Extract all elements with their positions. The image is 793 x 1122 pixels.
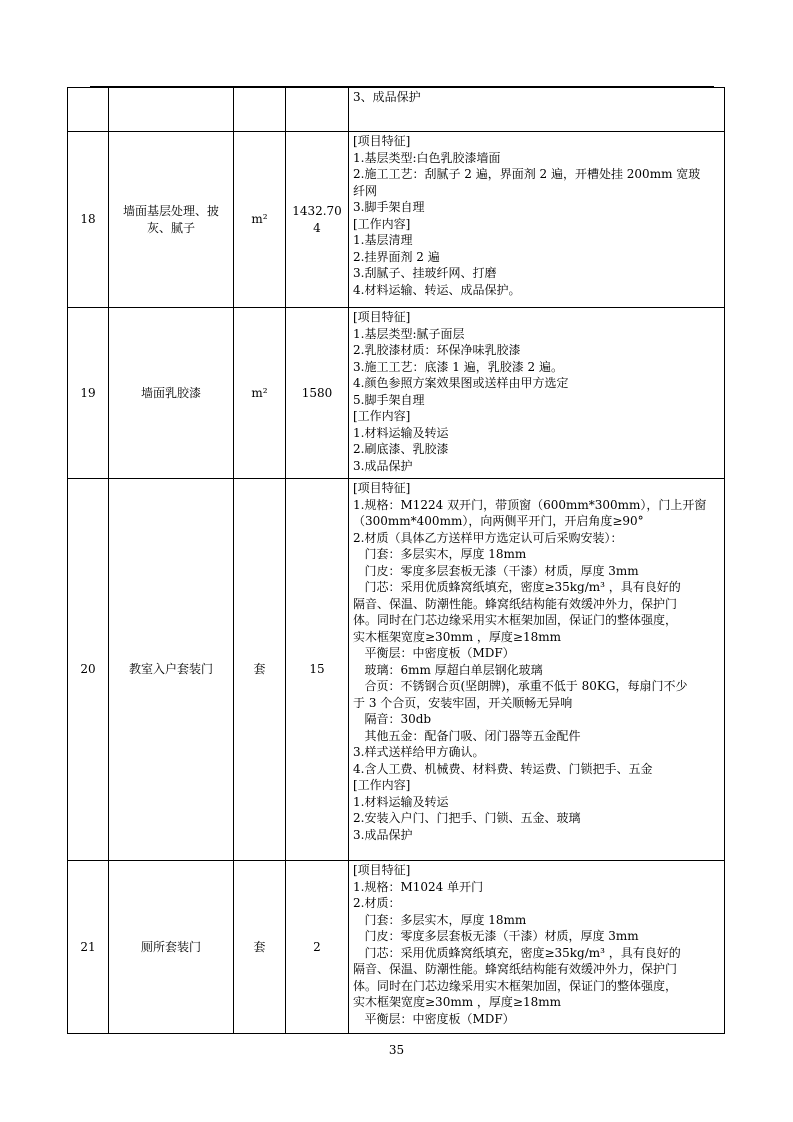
unit-cell: 套 bbox=[234, 861, 286, 1034]
description-line: 2.乳胶漆材质：环保净味乳胶漆 bbox=[353, 343, 521, 357]
description-cell bbox=[349, 132, 725, 308]
description-line: 隔音、保温、防潮性能。蜂窝纸结构能有效缓冲外力，保护门 bbox=[353, 596, 678, 611]
unit-cell: m² bbox=[234, 308, 286, 479]
table-row bbox=[68, 132, 725, 308]
description-line: 3.施工工艺：底漆 1 遍，乳胶漆 2 遍。 bbox=[353, 359, 563, 374]
item-name-cell bbox=[109, 88, 234, 132]
description-cell bbox=[349, 479, 725, 861]
description-line: 2.刷底漆、乳胶漆 bbox=[353, 442, 449, 456]
description-line: 4.颜色参照方案效果图或送样由甲方选定 bbox=[353, 376, 569, 390]
description-line: [项目特征] bbox=[353, 863, 411, 877]
quantity-cell: 2 bbox=[286, 861, 349, 1034]
description-line: 1.基层类型:腻子面层 bbox=[353, 326, 465, 341]
description-line: 1.基层清理 bbox=[353, 233, 413, 247]
description-line: 4.材料运输、转运、成品保护。 bbox=[353, 282, 521, 297]
description-line: 实木框架宽度≥30mm ，厚度≥18mm bbox=[353, 629, 561, 644]
description-line: 3、成品保护 bbox=[353, 90, 421, 104]
description-line: 3.成品保护 bbox=[353, 827, 413, 842]
unit-cell bbox=[234, 88, 286, 132]
item-number-cell bbox=[68, 88, 109, 132]
description-line: 门套：多层实木，厚度 18mm bbox=[353, 912, 527, 927]
item-number-cell: 20 bbox=[68, 479, 109, 861]
description-line: 2.安装入户门、门把手、门锁、五金、玻璃 bbox=[353, 811, 581, 825]
description-line: [工作内容] bbox=[353, 216, 411, 231]
item-name-cell: 厕所套装门 bbox=[109, 861, 234, 1034]
description-line: 体。同时在门芯边缘采用实木框架加固，保证门的整体强度， bbox=[353, 613, 678, 627]
description-line: 2.材质： bbox=[353, 896, 401, 910]
description-line: [工作内容] bbox=[353, 409, 411, 423]
description-line: 平衡层：中密度板（MDF） bbox=[353, 646, 515, 660]
description-line: 3.样式送样给甲方确认。 bbox=[353, 745, 485, 759]
description-line: 门套：多层实木，厚度 18mm bbox=[353, 547, 527, 561]
description-line: 3.脚手架自理 bbox=[353, 200, 425, 214]
table-row bbox=[68, 479, 725, 861]
description-line: 2.施工工艺：刮腻子 2 遍，界面剂 2 遍，开槽处挂 200mm 宽玻 bbox=[353, 167, 701, 181]
description-line: [工作内容] bbox=[353, 778, 411, 792]
description-line: 于 3 个合页，安装牢固，开关顺畅无异响 bbox=[353, 695, 573, 710]
quantity-cell: 15 bbox=[286, 479, 349, 861]
description-line: 合页：不锈钢合页(坚朗牌)，承重不低于 80KG，每扇门不少 bbox=[353, 679, 688, 693]
item-number-cell: 18 bbox=[68, 132, 109, 308]
description-line: 隔音：30db bbox=[353, 712, 432, 726]
description-line: 隔音、保温、防潮性能。蜂窝纸结构能有效缓冲外力，保护门 bbox=[353, 962, 678, 976]
description-line: 5.脚手架自理 bbox=[353, 392, 425, 407]
description-line: 3.刮腻子、挂玻纤网、打磨 bbox=[353, 266, 497, 280]
description-cell bbox=[349, 861, 725, 1034]
item-number-cell: 21 bbox=[68, 861, 109, 1034]
table-row bbox=[68, 308, 725, 479]
description-line: 4.含人工费、机械费、材料费、转运费、门锁把手、五金 bbox=[353, 761, 653, 776]
item-number-cell: 19 bbox=[68, 308, 109, 479]
description-line: 1.规格：M1224 双开门，带顶窗（600mm*300mm），门上开窗 bbox=[353, 497, 707, 512]
description-line: 玻璃：6mm 厚超白单层钢化玻璃 bbox=[353, 662, 543, 677]
table-row bbox=[68, 88, 725, 132]
description-line: 其他五金：配备门吸、闭门器等五金配件 bbox=[353, 728, 581, 743]
quantity-cell: 1580 bbox=[286, 308, 349, 479]
description-line: [项目特征] bbox=[353, 134, 411, 148]
description-line: [项目特征] bbox=[353, 481, 411, 495]
description-line: 1.材料运输及转运 bbox=[353, 425, 449, 440]
description-line: 2.材质（具体乙方送样甲方选定认可后采购安装）： bbox=[353, 530, 623, 545]
bill-of-quantities-table bbox=[67, 87, 725, 1034]
description-line: 1.基层类型:白色乳胶漆墙面 bbox=[353, 150, 501, 165]
description-line: 1.规格：M1024 单开门 bbox=[353, 879, 484, 894]
description-line: 平衡层：中密度板（MDF） bbox=[353, 1011, 515, 1026]
item-name-cell: 墙面基层处理、披灰、腻子 bbox=[109, 132, 234, 308]
description-line: 体。同时在门芯边缘采用实木框架加固，保证门的整体强度， bbox=[353, 978, 678, 993]
description-cell bbox=[349, 88, 725, 132]
item-name-cell: 教室入户套装门 bbox=[109, 479, 234, 861]
quantity-cell bbox=[286, 88, 349, 132]
description-line: 1.材料运输及转运 bbox=[353, 794, 449, 809]
unit-cell: m² bbox=[234, 132, 286, 308]
item-name-cell: 墙面乳胶漆 bbox=[109, 308, 234, 479]
table-row bbox=[68, 861, 725, 1034]
description-line: 纤网 bbox=[353, 183, 378, 198]
description-line: 门皮：零度多层套板无漆（干漆）材质，厚度 3mm bbox=[353, 929, 639, 943]
description-line: （300mm*400mm），向两侧平开门，开启角度≥90° bbox=[353, 514, 644, 528]
unit-cell: 套 bbox=[234, 479, 286, 861]
description-line: 实木框架宽度≥30mm ，厚度≥18mm bbox=[353, 995, 561, 1009]
description-line: 门皮：零度多层套板无漆（干漆）材质，厚度 3mm bbox=[353, 563, 639, 578]
description-line: 2.挂界面剂 2 遍 bbox=[353, 249, 440, 264]
description-line: 门芯：采用优质蜂窝纸填充，密度≥35kg/m³ ，具有良好的 bbox=[353, 945, 681, 960]
description-line: 3.成品保护 bbox=[353, 458, 413, 473]
description-cell bbox=[349, 308, 725, 479]
description-line: [项目特征] bbox=[353, 310, 411, 324]
quantity-cell: 1432.704 bbox=[286, 132, 349, 308]
description-line: 门芯：采用优质蜂窝纸填充，密度≥35kg/m³ ，具有良好的 bbox=[353, 580, 681, 594]
page-number: 35 bbox=[388, 1043, 405, 1057]
